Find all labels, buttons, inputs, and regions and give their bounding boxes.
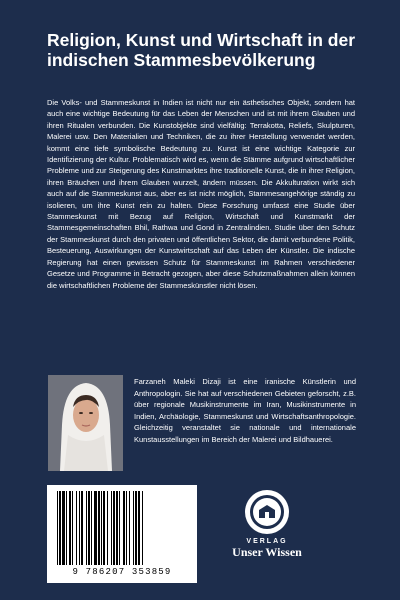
barcode-bar xyxy=(72,491,73,565)
isbn-barcode xyxy=(47,485,197,583)
author-biography: Farzaneh Maleki Dizaji ist eine iranische Künstlerin und Anthropologin. Sie hat auf verschiedenen Gebieten geforscht, z.B. über regionale Musikinstrumente im Iran, Musikinstrumente in Indien, Archäologie, Stammeskunst und Wirtschaftsanthropologie. Gleichzeitig veranstaltet sie nationale und internationale Kunstausstellungen im Bereich der Malerei und Bildhauerei. xyxy=(134,377,356,444)
barcode-bar xyxy=(119,491,120,565)
barcode-bar xyxy=(116,491,118,565)
barcode-bar xyxy=(113,491,115,565)
barcode-bar xyxy=(98,491,100,565)
barcode-bar xyxy=(59,491,61,565)
barcode-bar xyxy=(111,491,112,565)
barcode-bar xyxy=(126,491,127,565)
author-portrait-image xyxy=(48,375,123,471)
barcode-bar xyxy=(81,491,83,565)
barcode-bar xyxy=(66,491,67,565)
barcode-bar xyxy=(88,491,90,565)
barcode-bar xyxy=(103,491,105,565)
book-description: Die Volks- und Stammeskunst in Indien ist nicht nur ein ästhetisches Objekt, sondern hat auch eine wichtige Bedeutung für das Leben der Menschen und ist mit ihrem Glauben und ihren Ritualen verbunden. Die Kunstobjekte sind vielfältig: Terrakotta, Reliefs, Skulpturen, Malerei usw. Den Materialien und Techniken, die zu ihrer Herstellung verwendet werden, kommt eine tiefe symbolische Bedeutung zu. Kunst ist eine wichtige Kategorie zur Identifizierung der Kultur. Problematisch wird es, wenn die Stämme aufgrund wirtschaftlicher Probleme und zur Steigerung des Kunstmarktes ihre traditionelle Kunst, die in ihrer Religion, ihren Bräuchen und ihrem Glauben wurzelt, ändern müssen. Die Akkulturation wirkt sich auch auf die Stammeskunst aus, aber es ist nicht möglich, Stammesangehörige ständig zu isolieren, um ihre Kunst rein zu halten. Diese Forschung umfasst eine Studie über Stammeskunst mit Bezug auf Religion, Wirtschaft und Kunstmarkt der Stammesgemeinschaften Bhil, Rathwa und Gond in Zentralindien. Studie über den Schutz der Stammeskunst durch den privaten und öffentlichen Sektor, die damit verbundene Politik, Besteuerung, Auswirkungen der Kunstwirtschaft auf das Leben der Künstler. Die indische Regierung hat einen gewissen Schutz für Stammeskunst im Rahmen verschiedener Gesetze und Programme in Betracht gezogen, aber diese Schutzmaßnahmen allein können die wirtschaftlichen Probleme der Stammeskünstler nicht lösen. xyxy=(47,98,355,290)
barcode-bar xyxy=(142,491,143,565)
publisher-name: Unser Wissen xyxy=(232,545,302,559)
barcode-bar xyxy=(107,491,108,565)
barcode-bar xyxy=(86,491,87,565)
barcode-bar xyxy=(101,491,102,565)
barcode-bar xyxy=(133,491,134,565)
barcode-bar xyxy=(138,491,140,565)
isbn-number: 9 786207 353859 xyxy=(72,567,172,577)
barcode-bar xyxy=(94,491,97,565)
barcode-bar xyxy=(76,491,77,565)
book-title: Religion, Kunst und Wirtschaft in der indischen Stammesbevölkerung xyxy=(47,30,356,70)
barcode-bar xyxy=(123,491,125,565)
barcode-bar xyxy=(79,491,80,565)
barcode-bar xyxy=(57,491,58,565)
barcode-bar xyxy=(135,491,137,565)
barcode-bar xyxy=(129,491,130,565)
publisher-logo xyxy=(222,488,312,578)
barcode-bars xyxy=(55,491,189,565)
barcode-bar xyxy=(69,491,71,565)
publisher-emblem-icon xyxy=(243,488,291,536)
publisher-verlag-label: VERLAG xyxy=(246,538,288,545)
barcode-bar xyxy=(91,491,92,565)
barcode-bar xyxy=(62,491,65,565)
author-photo xyxy=(48,375,123,471)
